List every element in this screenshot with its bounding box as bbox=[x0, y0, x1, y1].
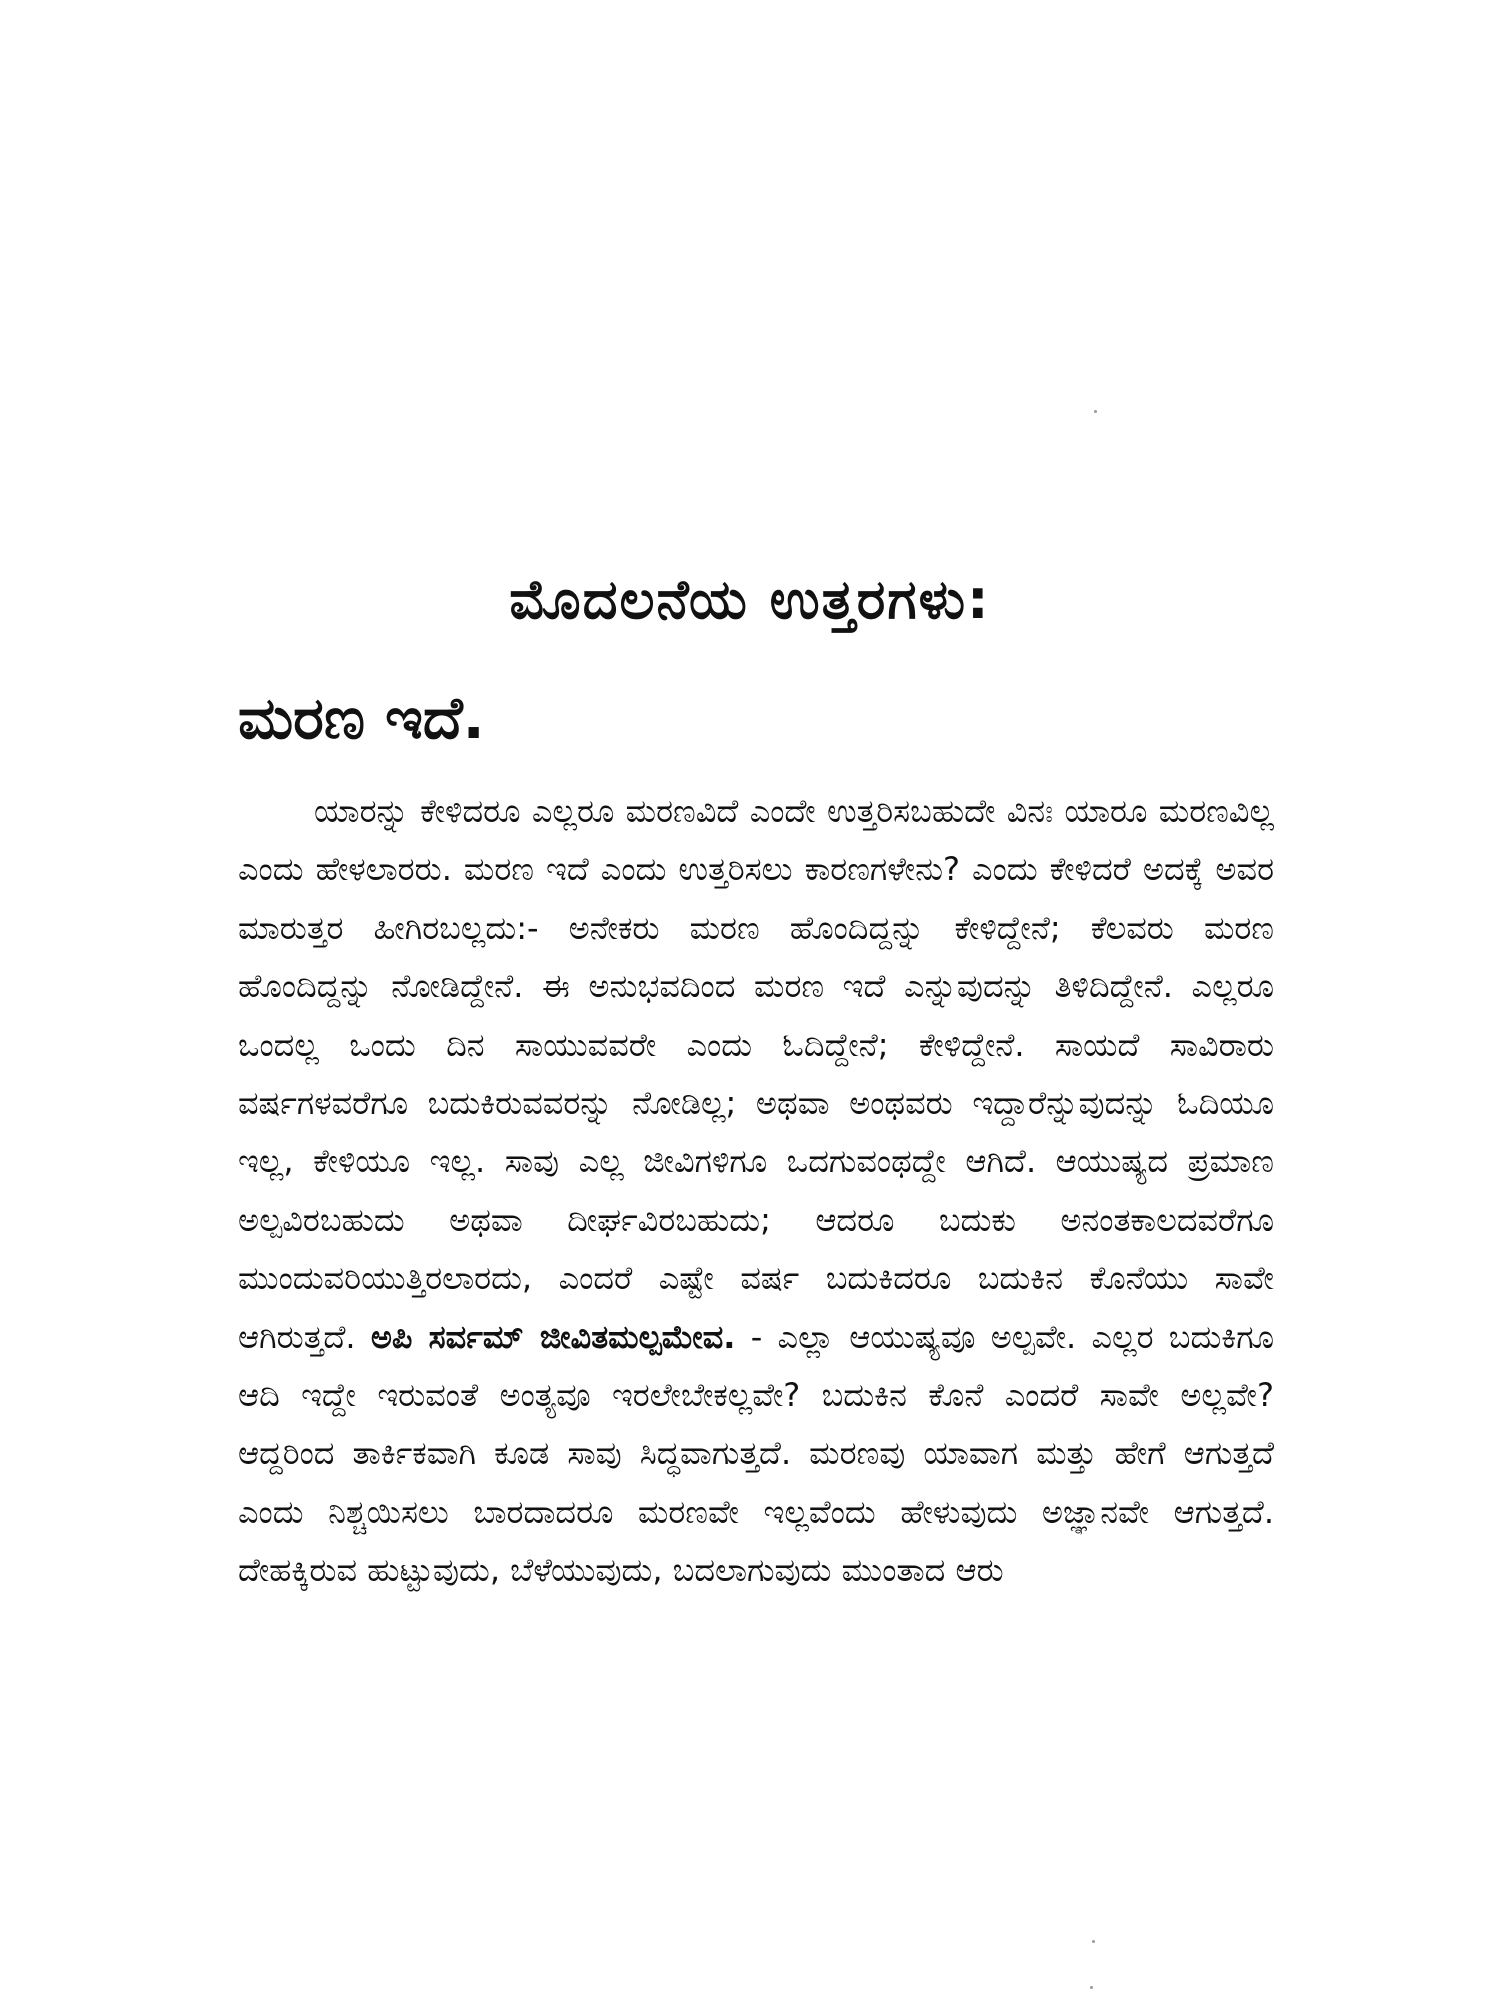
scan-speck bbox=[1092, 1940, 1095, 1943]
scan-speck bbox=[1094, 410, 1097, 413]
sanskrit-quote: ಅಪಿ ಸರ್ವಮ್ ಜೀವಿತಮಲ್ಪಮೇವ. bbox=[370, 1317, 736, 1356]
section-heading: ಮರಣ ಇದೆ. bbox=[238, 684, 485, 752]
body-paragraph bbox=[238, 782, 1274, 1600]
paragraph-text-part1: ಯಾರನ್ನು ಕೇಳಿದರೂ ಎಲ್ಲರೂ ಮರಣವಿದೆ ಎಂದೇ ಉತ್ತರಿಸಬಹುದೇ ವಿನಃ ಯಾರೂ ಮರಣವಿಲ್ಲ ಎಂದು ಹೇಳಲಾರರು. ಮರಣ ಇದೆ ಎಂದು ಉತ್ತರಿಸಲು ಕಾರಣಗಳೇನು? ಎಂದು ಕೇಳಿದರೆ ಅದಕ್ಕೆ ಅವರ ಮಾರುತ್ತರ ಹೀಗಿರಬಲ್ಲದು:- ಅನೇಕರು ಮರಣ ಹೊಂದಿದ್ದನ್ನು ಕೇಳಿದ್ದೇನೆ; ಕೆಲವರು ಮರಣ ಹೊಂದಿದ್ದನ್ನು ನೋಡಿದ್ದೇನೆ. ಈ ಅನುಭವದಿಂದ ಮರಣ ಇದೆ ಎನ್ನುವುದನ್ನು ತಿಳಿದಿದ್ದೇನೆ. ಎಲ್ಲರೂ ಒಂದಲ್ಲ ಒಂದು ದಿನ ಸಾಯುವವರೇ ಎಂದು ಓದಿದ್ದೇನೆ; ಕೇಳಿದ್ದೇನೆ. ಸಾಯದೆ ಸಾವಿರಾರು ವರ್ಷಗಳವರೆಗೂ ಬದುಕಿರುವವರನ್ನು ನೋಡಿಲ್ಲ; ಅಥವಾ ಅಂಥವರು ಇದ್ದಾರೆನ್ನುವುದನ್ನು ಓದಿಯೂ ಇಲ್ಲ, ಕೇಳಿಯೂ ಇಲ್ಲ. ಸಾವು ಎಲ್ಲ ಜೀವಿಗಳಿಗೂ ಒದಗುವಂಥದ್ದೇ ಆಗಿದೆ. ಆಯುಷ್ಯದ ಪ್ರಮಾಣ ಅಲ್ಪವಿರಬಹುದು ಅಥವಾ ದೀರ್ಘವಿರಬಹುದು; ಆದರೂ ಬದುಕು ಅನಂತಕಾಲದವರೆಗೂ ಮುಂದುವರಿಯುತ್ತಿರಲಾರದು, ಎಂದರೆ ಎಷ್ಟೇ ವರ್ಷ ಬದುಕಿದರೂ ಬದುಕಿನ ಕೊನೆಯು ಸಾವೇ ಆಗಿರುತ್ತದೆ. bbox=[238, 792, 1274, 1356]
scan-speck bbox=[1090, 1986, 1093, 1989]
paragraph-text-part2: - ಎಲ್ಲಾ ಆಯುಷ್ಯವೂ ಅಲ್ಪವೇ. ಎಲ್ಲರ ಬದುಕಿಗೂ ಆದಿ ಇದ್ದೇ ಇರುವಂತೆ ಅಂತ್ಯವೂ ಇರಲೇಬೇಕಲ್ಲವೇ? ಬದುಕಿನ ಕೊನೆ ಎಂದರೆ ಸಾವೇ ಅಲ್ಲವೇ? ಆದ್ದರಿಂದ ತಾರ್ಕಿಕವಾಗಿ ಕೂಡ ಸಾವು ಸಿದ್ಧವಾಗುತ್ತದೆ. ಮರಣವು ಯಾವಾಗ ಮತ್ತು ಹೇಗೆ ಆಗುತ್ತದೆ ಎಂದು ನಿಶ್ಚಯಿಸಲು ಬಾರದಾದರೂ ಮರಣವೇ ಇಲ್ಲವೆಂದು ಹೇಳುವುದು ಅಜ್ಞಾನವೇ ಆಗುತ್ತದೆ. ದೇಹಕ್ಕಿರುವ ಹುಟ್ಟುವುದು, ಬೆಳೆಯುವುದು, ಬದಲಾಗುವುದು ಮುಂತಾದ ಆರು bbox=[238, 1317, 1275, 1590]
chapter-title: ಮೊದಲನೆಯ ಉತ್ತರಗಳು: bbox=[509, 568, 991, 631]
